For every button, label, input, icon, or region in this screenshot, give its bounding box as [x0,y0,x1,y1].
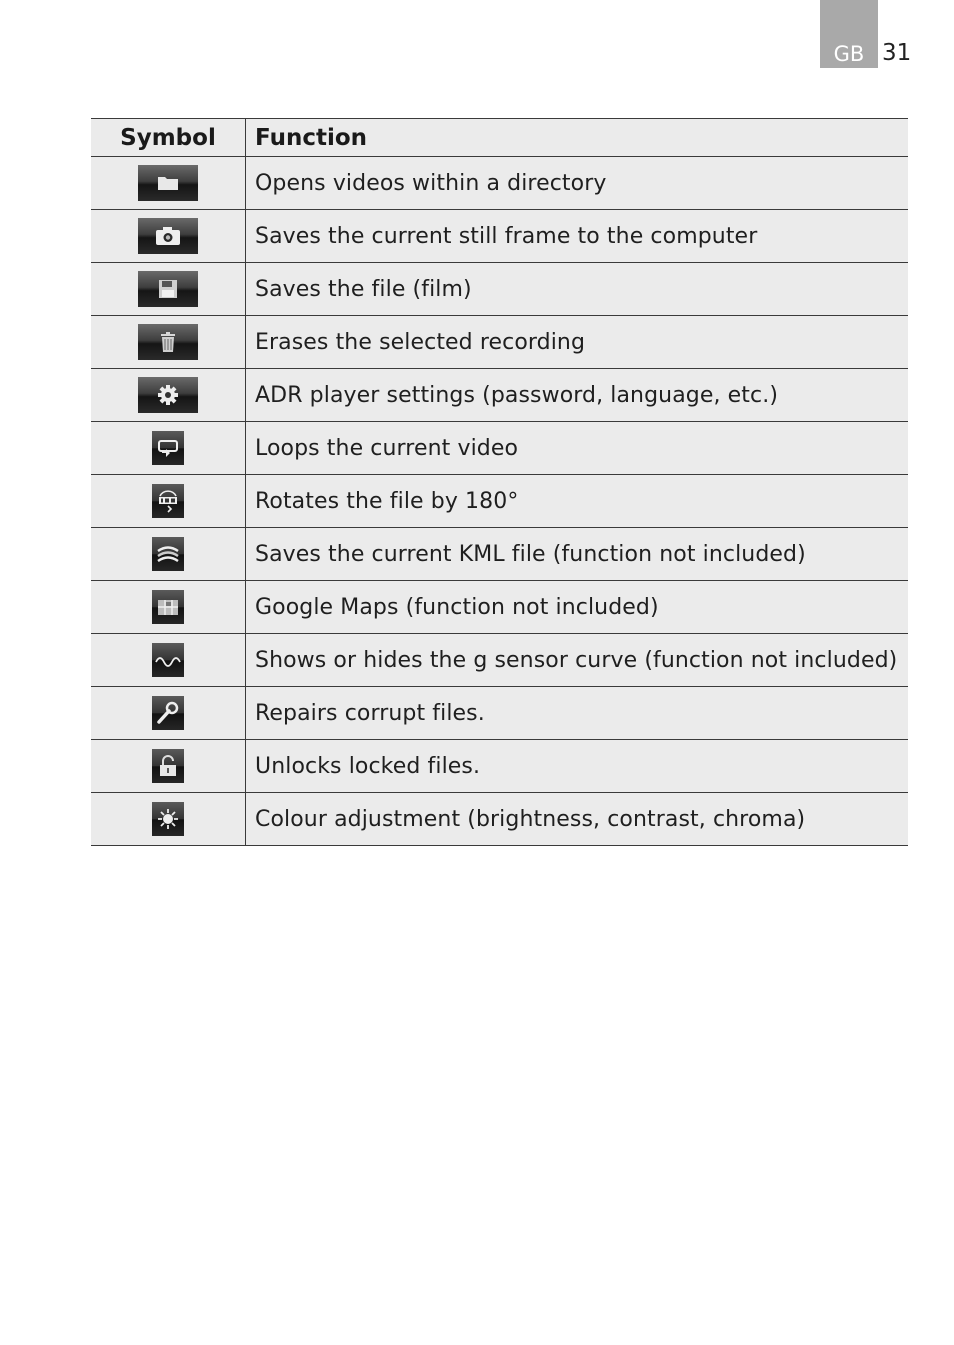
table-row [91,422,908,475]
function-text: Saves the current still frame to the computer [246,210,909,263]
function-text: Saves the current KML file (function not included) [246,528,909,581]
function-text: Colour adjustment (brightness, contrast, chroma) [246,793,909,846]
table-row [91,210,908,263]
function-text: Repairs corrupt files. [246,687,909,740]
function-text: Loops the current video [246,422,909,475]
table-row [91,157,908,210]
page-number: 31 [882,40,912,66]
camera-icon [138,218,198,254]
function-text: Rotates the file by 180° [246,475,909,528]
table-header-row [91,119,908,157]
table-row [91,528,908,581]
brightness-icon [152,802,184,836]
table-row [91,687,908,740]
function-text: Opens videos within a directory [246,157,909,210]
function-column-header: Function [246,119,909,157]
loop-icon [152,431,184,465]
table-row [91,581,908,634]
function-text: ADR player settings (password, language, etc.) [246,369,909,422]
sensor-curve-icon [152,643,184,677]
kml-icon [152,537,184,571]
trash-icon [138,324,198,360]
table-row [91,263,908,316]
table-row [91,475,908,528]
wrench-icon [152,696,184,730]
function-text: Saves the file (film) [246,263,909,316]
symbol-column-header: Symbol [91,119,246,157]
function-text: Unlocks locked files. [246,740,909,793]
table-row [91,316,908,369]
function-text: Shows or hides the g sensor curve (function not included) [246,634,909,687]
save-disk-icon [138,271,198,307]
language-tab [820,0,878,68]
function-text: Erases the selected recording [246,316,909,369]
table-row [91,740,908,793]
language-label: GB [833,42,865,66]
folder-icon [138,165,198,201]
rotate-180-icon [152,484,184,518]
unlock-icon [152,749,184,783]
table-row [91,369,908,422]
function-text: Google Maps (function not included) [246,581,909,634]
table-row [91,634,908,687]
table-row [91,793,908,846]
symbol-function-table [91,118,908,846]
map-icon [152,590,184,624]
gear-icon [138,377,198,413]
